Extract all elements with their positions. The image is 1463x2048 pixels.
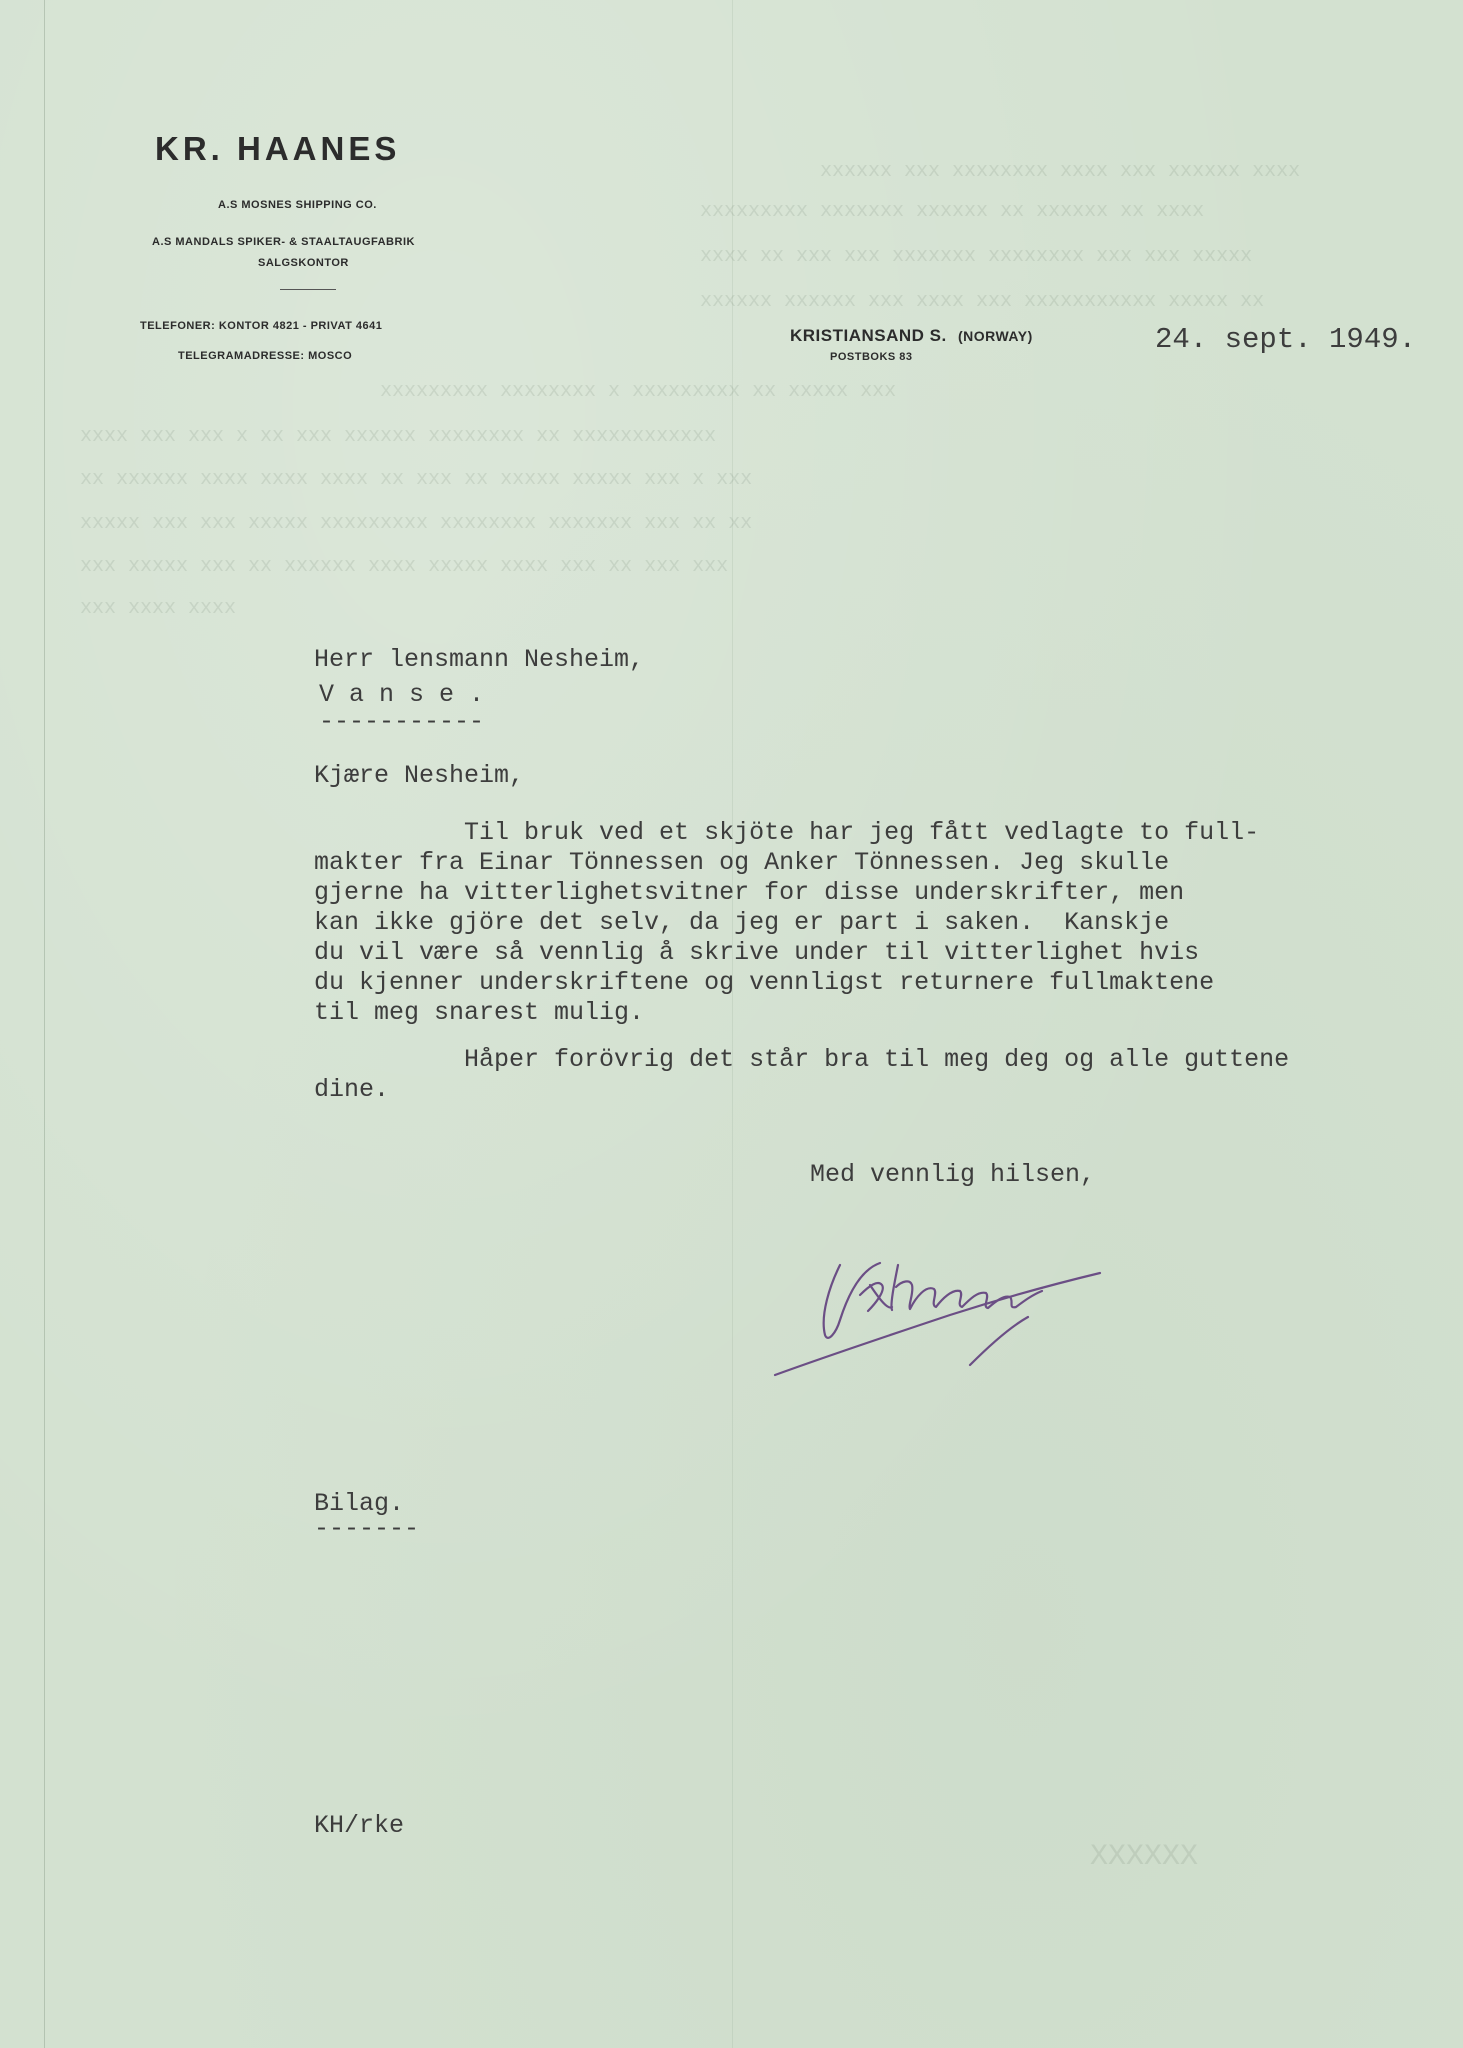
letterhead-postbox: POSTBOKS 83 [830,351,913,363]
paragraph-line: dine. [314,1075,390,1104]
paragraph-line: Til bruk ved et skjöte har jeg fått vedlagte to full- [314,818,1260,847]
left-edge-fold [44,0,45,2048]
paragraph-line: makter fra Einar Tönnessen og Anker Tönnessen. Jeg skulle [314,848,1170,877]
closing: Med vennlig hilsen, [810,1160,1096,1189]
city-name: KRISTIANSAND S. [790,326,947,345]
bleed-through-ghost: xxx xxx xx xxx xxxx xxxxx xxxx xxxxxx xx xxx xxxxx xxx [80,555,729,578]
company-name: KR. HAANES [155,130,401,167]
paragraph-2 [314,1045,1289,1105]
bleed-through-ghost: xxxxxxxxxxxx xx xxxxxxxx xxxxxx xxx xx x xxx xxx xxxx [80,425,717,448]
letterhead-line-office: SALGSKONTOR [258,257,349,269]
salutation: Kjære Nesheim, [314,761,525,790]
typist-initials: KH/rke [314,1811,405,1840]
paragraph-line: kan ikke gjöre det selv, da jeg er part i saken. Kanskje [314,908,1170,937]
paragraph-line: du vil være så vennlig å skrive under til vitterlighet hvis [314,938,1200,967]
letterhead-divider [280,289,336,290]
bleed-through-ghost: xx xxxxx xxxxxxxxxxx xxx xxxx xxx xxxxxx xxxxxx [700,290,1265,313]
letterhead-city [790,326,1033,346]
paragraph-line: Håper forövrig det står bra til meg deg og alle guttene [314,1045,1290,1074]
bleed-through-ghost: xxxx xx xxxxxx xx xxxxxx xxxxxxx xxxxxxxxx [700,200,1205,223]
bleed-through-ghost: XXXXXX [1090,1840,1199,1874]
recipient-place: V a n s e . [319,680,485,709]
bleed-through-ghost: xxxxx xxx xxx xxxxxxxx xxxxxxx xxx xxx xx xxxx [700,245,1253,268]
paragraph-line: til meg snarest mulig. [314,998,645,1027]
bleed-through-ghost: xxxx xxxxxx xxx xxxx xxxxxxxx xxx xxxxxx [820,160,1301,183]
handwritten-signature [770,1225,1150,1385]
paragraph-line: gjerne ha vitterlighetsvitner for disse underskrifter, men [314,878,1185,907]
letterhead-line-factory: A.S MANDALS SPIKER- & STAALTAUGFABRIK [152,236,415,248]
letterhead-line-shipping: A.S MOSNES SHIPPING CO. [218,199,377,211]
enclosure-label: Bilag. [314,1489,405,1518]
recipient-underline: ----------- [319,707,485,736]
paragraph-1 [314,818,1259,1028]
recipient-name: Herr lensmann Nesheim, [314,645,645,674]
letter-date: 24. sept. 1949. [1155,323,1417,356]
bleed-through-ghost: xxx xxxxx xx xxxxxxxxx x xxxxxxxx xxxxxxxxx [380,380,897,403]
paragraph-line: du kjenner underskriftene og vennligst returnere fullmaktene [314,968,1215,997]
enclosure-underline: ------- [314,1514,420,1543]
bleed-through-ghost: xxxx xxxx xxx [80,597,237,620]
bleed-through-ghost: xxx x xxx xxxxx xxxxx xx xxx xx xxxx xxxx xxxx xxxxxx xx [80,468,753,491]
bleed-through-ghost: xx xx xxx xxxxxxx xxxxxxxx xxxxxxxxx xxxxx xxx xxx xxxxx [80,512,753,535]
letterhead-telegram: TELEGRAMADRESSE: MOSCO [178,350,353,362]
letterhead-telephones: TELEFONER: KONTOR 4821 - PRIVAT 4641 [140,320,383,332]
country-name: (NORWAY) [957,328,1033,344]
